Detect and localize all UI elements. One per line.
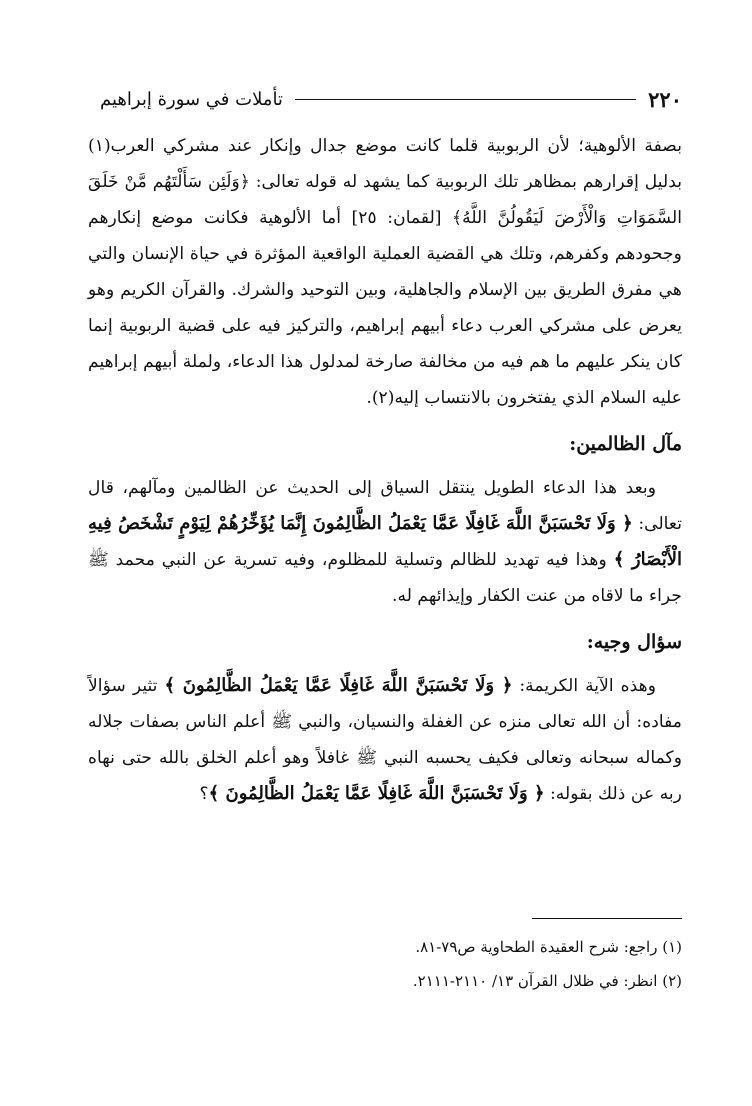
quran-verse: ﴿ وَلَا تَحْسَبَنَّ اللَّهَ غَافِلًا عَمَّا يَعْمَلُ الظَّالِمُونَ ﴾ xyxy=(208,783,545,804)
section-heading-fate-of-wrongdoers: مآل الظالمين: xyxy=(569,433,682,455)
quran-verse: ﴿ وَلَا تَحْسَبَنَّ اللَّهَ غَافِلًا عَمَّا يَعْمَلُ الظَّالِمُونَ ﴾ xyxy=(164,675,513,696)
page-header xyxy=(100,84,682,114)
section-heading-question: سؤال وجيه: xyxy=(586,631,682,653)
paragraph-text: تثير سؤالاً مفاده: أن الله تعالى منزه عن الغفلة والنسيان، والنبي ﷺ أعلم الناس بصفات جلاله وكماله سبحانه وتعالى فكيف يحسبه النبي ﷺ غافلاً وهو أعلم الخلق بالله حتى نهاه ربه عن ذلك بقوله: xyxy=(88,676,682,804)
paragraph-question xyxy=(88,668,682,812)
paragraph-text: وهذه الآية الكريمة: xyxy=(519,676,657,696)
paragraph-fate-of-wrongdoers xyxy=(88,470,682,614)
quran-verse: ﴿ وَلَا تَحْسَبَنَّ اللَّهَ غَافِلًا عَمَّا يَعْمَلُ الظَّالِمُونَ إِنَّمَا يُؤَخِّرُهُمْ لِيَوْمٍ تَشْخَصُ فِيهِ الْأَبْصَارُ ﴾ xyxy=(88,513,682,570)
question-mark: ؟ xyxy=(199,784,209,804)
footnote-separator xyxy=(532,918,682,919)
page-body xyxy=(88,128,682,812)
footnote-2: (٢) انظر: في ظلال القرآن ١٣/ ٢١١٠-٢١١١. xyxy=(412,972,682,990)
page-number: ٢٢٠ xyxy=(648,86,682,112)
header-rule xyxy=(295,99,636,100)
paragraph-text: وهذا فيه تهديد للظالم وتسلية للمظلوم، وفيه تسرية عن النبي محمد ﷺ جراء ما لاقاه من عنت الكفار وإيذائهم له. xyxy=(88,550,682,606)
footnote-1: (١) راجع: شرح العقيدة الطحاوية ص٧٩-٨١. xyxy=(415,938,682,956)
paragraph-lordship: بصفة الألوهية؛ لأن الربوبية قلما كانت موضع جدال وإنكار عند مشركي العرب(١) بدليل إقرارهم بمظاهر تلك الربوبية كما يشهد له قوله تعالى: ﴿وَلَئِن سَأَلْتَهُم مَّنْ خَلَقَ السَّمَوَاتِ وَالْأَرْضَ لَيَقُولُنَّ اللَّهُ﴾ [لقمان: ٢٥] أما الألوهية فكانت موضع إنكارهم وجحودهم وكفرهم، وتلك هي القضية العملية الواقعية المؤثرة في حياة الإنسان والتي هي مفرق الطريق بين الإسلام والجاهلية، وبين التوحيد والشرك. والقرآن الكريم وهو يعرض على مشركي العرب دعاء أبيهم إبراهيم، والتركيز فيه على قضية الربوبية إنما كان ينكر عليهم ما هم فيه من مخالفة صارخة لمدلول هذا الدعاء، ولملة أبيهم إبراهيم عليه السلام الذي يفتخرون بالانتساب إليه(٢). xyxy=(88,136,683,408)
footnotes xyxy=(88,930,682,998)
paragraph-text: وبعد هذا الدعاء الطويل ينتقل السياق إلى الحديث عن الظالمين ومآلهم، قال تعالى: xyxy=(88,478,682,534)
book-title: تأملات في سورة إبراهيم xyxy=(100,88,283,110)
